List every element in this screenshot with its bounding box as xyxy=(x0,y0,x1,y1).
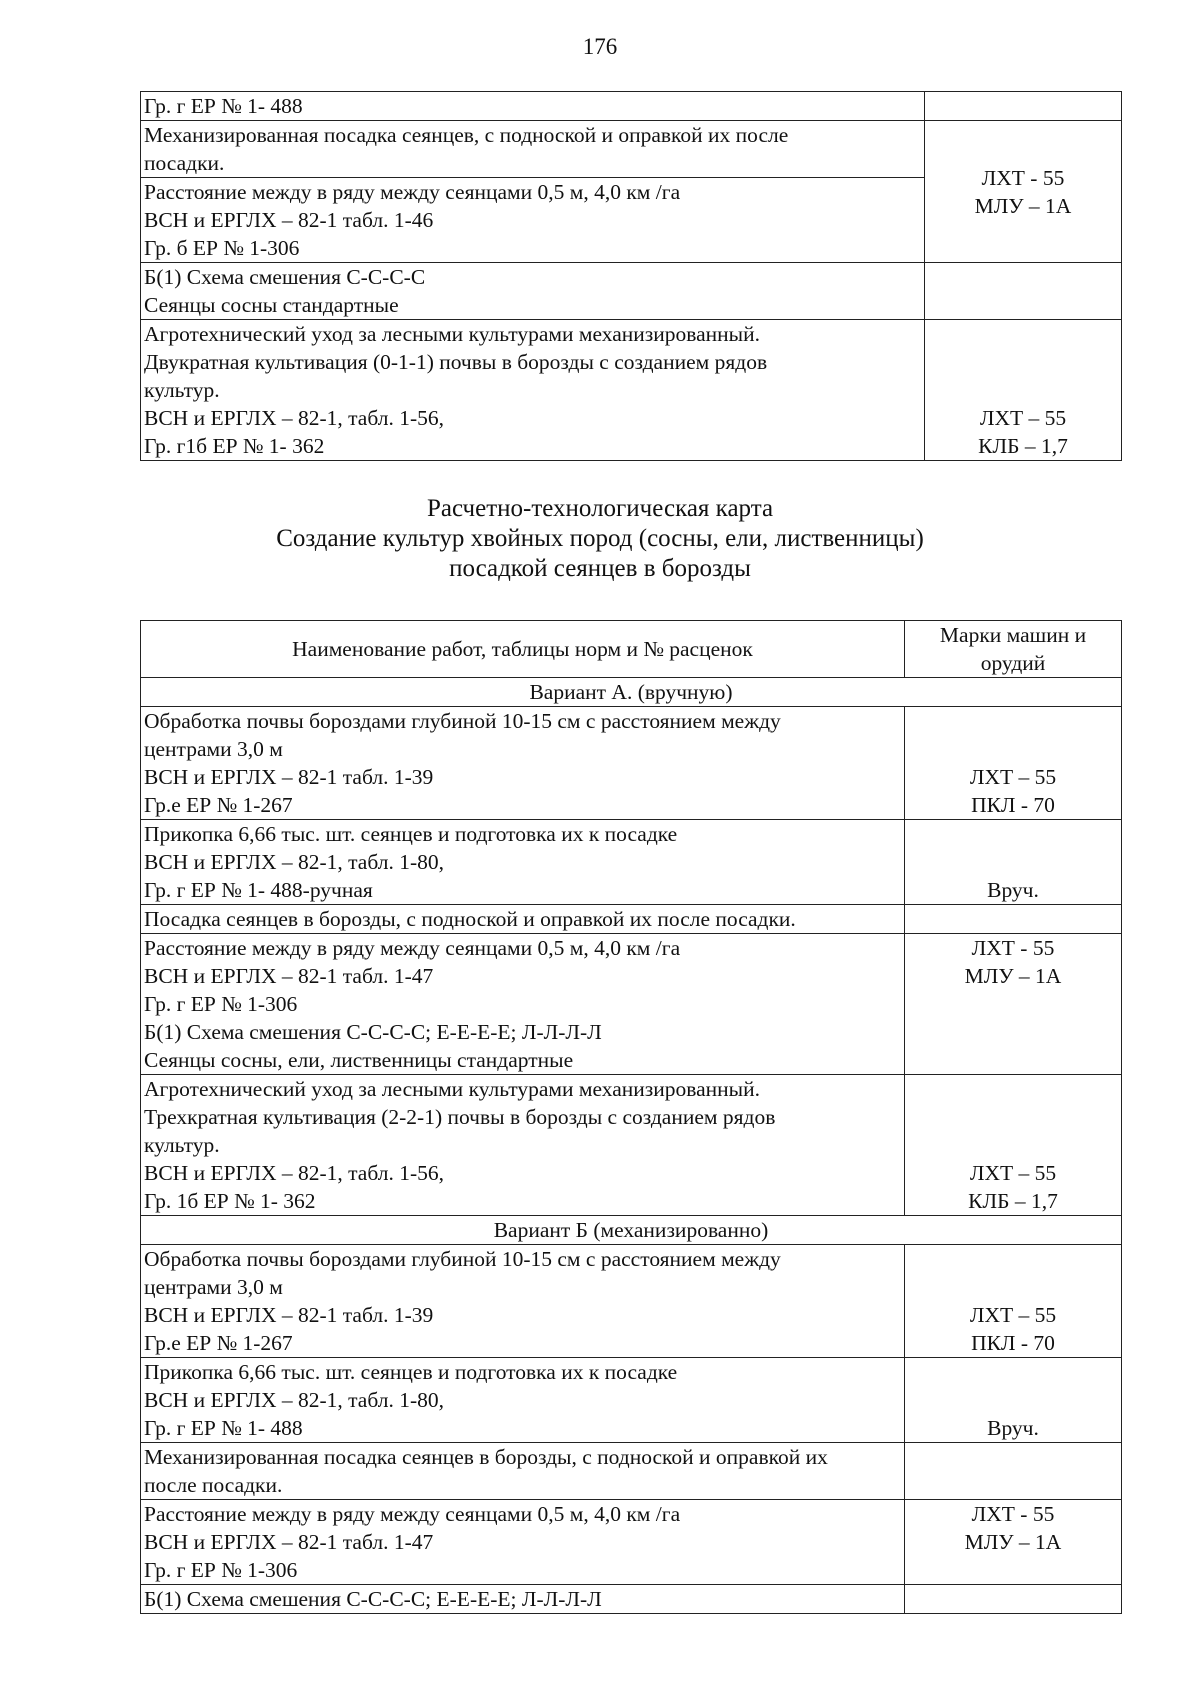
text-line: Гр.е ЕР № 1-267 xyxy=(144,793,293,817)
title-line: Создание культур хвойных пород (сосны, ели, лиственницы) xyxy=(276,525,924,552)
table-row xyxy=(141,1075,1122,1216)
text-line: Гр. г ЕР № 1- 488 xyxy=(144,1416,303,1440)
work-cell xyxy=(141,263,925,320)
machine-line: Вруч. xyxy=(987,1416,1039,1440)
text-line: ВСН и ЕРГЛХ – 82-1 табл. 1-39 xyxy=(144,1303,434,1327)
table-row xyxy=(141,1585,1122,1614)
machine-cell xyxy=(905,707,1122,820)
table-row xyxy=(141,934,1122,1075)
machine-line: КЛБ – 1,7 xyxy=(968,1189,1058,1213)
text-line: ВСН и ЕРГЛХ – 82-1 табл. 1-39 xyxy=(144,765,434,789)
work-cell xyxy=(141,934,905,1075)
text-line: Механизированная посадка сеянцев, с подноской и оправкой их после xyxy=(144,123,789,147)
work-cell xyxy=(141,707,905,820)
machine-cell xyxy=(905,1245,1122,1358)
machine-line: Вруч. xyxy=(987,878,1039,902)
machine-line: ЛХТ - 55 xyxy=(981,165,1065,190)
text-line: ВСН и ЕРГЛХ – 82-1 табл. 1-46 xyxy=(144,208,434,232)
text-line: Сеянцы сосны стандартные xyxy=(144,293,399,317)
work-cell xyxy=(141,121,925,178)
work-cell xyxy=(141,905,905,934)
text-line: Гр. г ЕР № 1-306 xyxy=(144,1558,298,1582)
text-line: Гр. б ЕР № 1-306 xyxy=(144,236,300,260)
text-line: Прикопка 6,66 тыс. шт. сеянцев и подготовка их к посадке xyxy=(144,822,678,846)
title-line: Расчетно-технологическая карта xyxy=(426,495,774,522)
variant-row xyxy=(141,1216,1122,1245)
work-cell xyxy=(141,1443,905,1500)
machine-line: ЛХТ – 55 xyxy=(969,1161,1057,1185)
machine-line: МЛУ – 1А xyxy=(964,1530,1062,1554)
machine-line: ПКЛ - 70 xyxy=(971,793,1055,817)
text-line: ВСН и ЕРГЛХ – 82-1, табл. 1-80, xyxy=(144,1388,445,1412)
text-line: посадки. xyxy=(144,151,225,175)
text-line: ВСН и ЕРГЛХ – 82-1, табл. 1-80, xyxy=(144,850,445,874)
text-line: после посадки. xyxy=(144,1473,283,1497)
text-line: Б(1) Схема смешения С-С-С-С; Е-Е-Е-Е; Л-Л-Л-Л xyxy=(144,1587,602,1611)
machine-cell xyxy=(905,1358,1122,1443)
machine-cell xyxy=(925,92,1122,121)
header-cell: Наименование работ, таблицы норм и № расценок xyxy=(141,621,905,678)
text-line: Сеянцы сосны, ели, лиственницы стандартные xyxy=(144,1048,574,1072)
table-row xyxy=(141,1245,1122,1358)
page-number: 176 xyxy=(582,34,618,59)
machine-cell xyxy=(905,1585,1122,1614)
text-line: Б(1) Схема смешения С-С-С-С; Е-Е-Е-Е; Л-Л-Л-Л xyxy=(144,1020,602,1044)
text-line: Двукратная культивация (0-1-1) почвы в борозды с созданием рядов xyxy=(144,350,768,374)
text-line: Гр. г ЕР № 1-306 xyxy=(144,992,298,1016)
work-cell xyxy=(141,178,925,263)
table-row xyxy=(141,263,1122,320)
work-cell xyxy=(141,1500,905,1585)
table-row xyxy=(141,905,1122,934)
text-line: Расстояние между в ряду между сеянцами 0,5 м, 4,0 км /га xyxy=(144,936,681,960)
work-cell xyxy=(141,92,925,121)
main-table xyxy=(140,620,1122,1614)
text-line: Посадка сеянцев в борозды, с подноской и оправкой их после посадки. xyxy=(144,907,796,931)
header-cell xyxy=(905,621,1122,678)
table-row xyxy=(141,1443,1122,1500)
text-line: Механизированная посадка сеянцев в борозды, с подноской и оправкой их xyxy=(144,1445,828,1469)
table-row xyxy=(141,121,1122,178)
header-line: Марки машин и xyxy=(939,623,1087,647)
text-line: Прикопка 6,66 тыс. шт. сеянцев и подготовка их к посадке xyxy=(144,1360,678,1384)
text-line: Расстояние между в ряду между сеянцами 0,5 м, 4,0 км /га xyxy=(144,180,681,204)
text-line: Агротехнический уход за лесными культурами механизированный. xyxy=(144,1077,761,1101)
text-line: культур. xyxy=(144,378,220,402)
work-cell xyxy=(141,820,905,905)
table-header-row xyxy=(141,621,1122,678)
work-cell xyxy=(141,1585,905,1614)
header-line: орудий xyxy=(980,651,1046,675)
table-row xyxy=(141,1358,1122,1443)
table-row xyxy=(141,1500,1122,1585)
text-line: ВСН и ЕРГЛХ – 82-1, табл. 1-56, xyxy=(144,406,445,430)
machine-line: ЛХТ - 55 xyxy=(971,936,1055,960)
machine-line: ЛХТ – 55 xyxy=(969,1303,1057,1327)
text-line: центрами 3,0 м xyxy=(144,1275,283,1299)
text-line: Гр. г1б ЕР № 1- 362 xyxy=(144,434,325,458)
work-cell xyxy=(141,1245,905,1358)
text-line: Гр.е ЕР № 1-267 xyxy=(144,1331,293,1355)
machine-cell xyxy=(905,1443,1122,1500)
text-line: Обработка почвы бороздами глубиной 10-15 см с расстоянием между xyxy=(144,1247,781,1271)
title-line: посадкой сеянцев в борозды xyxy=(449,555,751,582)
text-line: центрами 3,0 м xyxy=(144,737,283,761)
text-line: Расстояние между в ряду между сеянцами 0,5 м, 4,0 км /га xyxy=(144,1502,681,1526)
text-line: ВСН и ЕРГЛХ – 82-1, табл. 1-56, xyxy=(144,1161,445,1185)
machine-line: КЛБ – 1,7 xyxy=(978,434,1068,458)
machine-line: МЛУ – 1А xyxy=(964,964,1062,988)
work-cell xyxy=(141,1075,905,1216)
machine-cell xyxy=(905,1500,1122,1585)
text-line: культур. xyxy=(144,1133,220,1157)
text-line: Гр. г ЕР № 1- 488-ручная xyxy=(144,878,373,902)
variant-label: Вариант Б (механизированно) xyxy=(141,1216,1122,1245)
machine-line: ПКЛ - 70 xyxy=(971,1331,1055,1355)
work-cell xyxy=(141,320,925,461)
machine-cell xyxy=(905,1075,1122,1216)
machine-line: ЛХТ - 55 xyxy=(971,1502,1055,1526)
text-line: ВСН и ЕРГЛХ – 82-1 табл. 1-47 xyxy=(144,964,434,988)
section-title xyxy=(0,494,1200,584)
text-line: Агротехнический уход за лесными культурами механизированный. xyxy=(144,322,761,346)
machine-cell xyxy=(905,934,1122,1075)
machine-cell xyxy=(905,820,1122,905)
text-line: Гр. 1б ЕР № 1- 362 xyxy=(144,1189,316,1213)
table-row xyxy=(141,820,1122,905)
machine-cell xyxy=(925,320,1122,461)
variant-label: Вариант А. (вручную) xyxy=(141,678,1122,707)
work-cell xyxy=(141,1358,905,1443)
table-row xyxy=(141,320,1122,461)
machine-line: ЛХТ – 55 xyxy=(979,406,1067,430)
table-row xyxy=(141,707,1122,820)
variant-row xyxy=(141,678,1122,707)
machine-line: МЛУ – 1А xyxy=(974,193,1072,218)
machine-cell xyxy=(905,905,1122,934)
table-row xyxy=(141,92,1122,121)
machine-cell xyxy=(925,121,1122,263)
text-line: ВСН и ЕРГЛХ – 82-1 табл. 1-47 xyxy=(144,1530,434,1554)
text-line: Трехкратная культивация (2-2-1) почвы в борозды с созданием рядов xyxy=(144,1105,776,1129)
machine-line: ЛХТ – 55 xyxy=(969,765,1057,789)
top-table xyxy=(140,91,1122,461)
text-line: Гр. г ЕР № 1- 488 xyxy=(144,94,303,118)
machine-cell xyxy=(925,263,1122,320)
text-line: Обработка почвы бороздами глубиной 10-15 см с расстоянием между xyxy=(144,709,781,733)
text-line: Б(1) Схема смешения С-С-С-С xyxy=(144,265,426,289)
